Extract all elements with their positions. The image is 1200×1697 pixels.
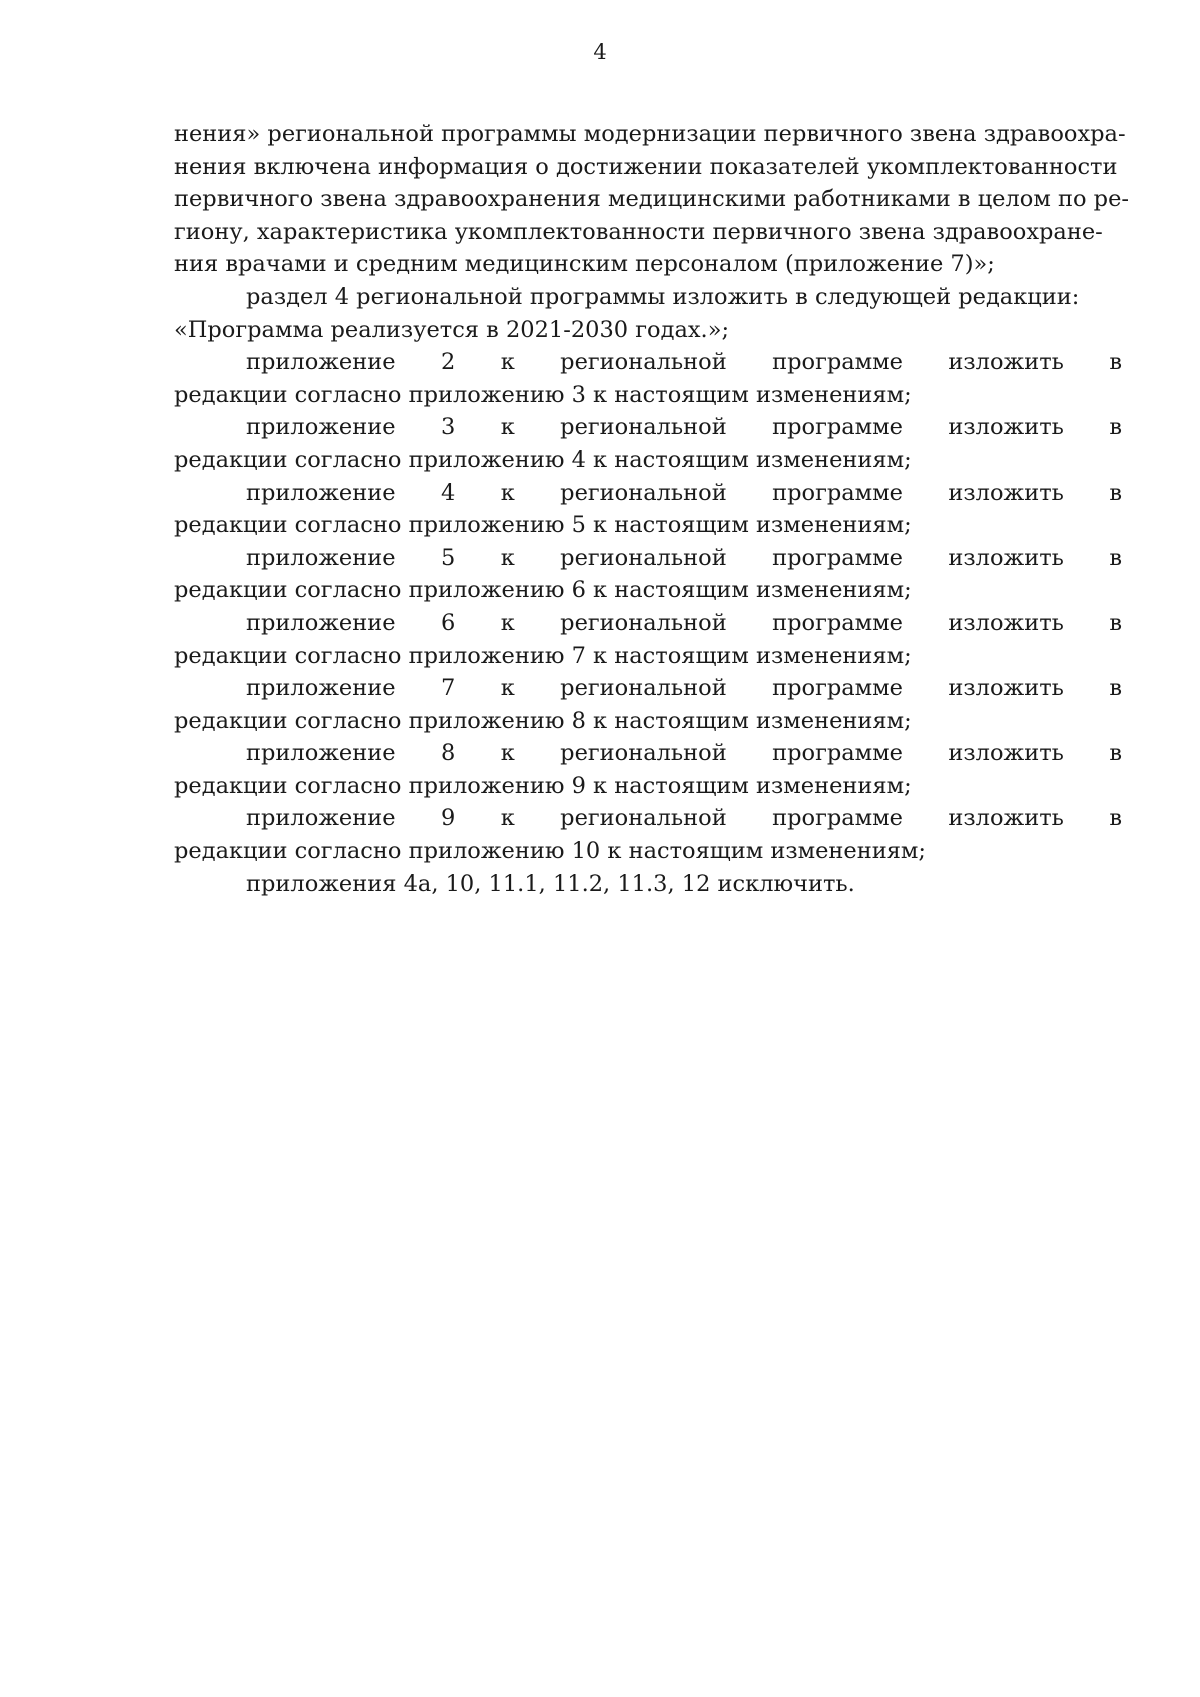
appendix-word: в <box>1109 479 1122 506</box>
intro-line-3: первичного звена здравоохранения медицинскими работниками в целом по ре- <box>174 186 1129 213</box>
appendix-item-continuation: редакции согласно приложению 9 к настоящим изменениям; <box>174 772 912 799</box>
appendix-item-continuation: редакции согласно приложению 5 к настоящим изменениям; <box>174 512 912 539</box>
page-number: 4 <box>593 40 607 64</box>
appendix-word: к <box>500 544 515 571</box>
appendix-item-first-line <box>174 607 1122 640</box>
appendix-word: приложение <box>246 414 396 441</box>
section4-line-2: «Программа реализуется в 2021-2030 годах.»; <box>174 316 730 343</box>
appendix-item-continuation: редакции согласно приложению 3 к настоящим изменениям; <box>174 381 912 408</box>
intro-paragraph <box>174 118 1129 281</box>
appendix-item <box>174 542 1122 607</box>
appendix-word: программе <box>772 544 903 571</box>
appendix-word: к <box>500 349 515 376</box>
appendix-word: к <box>500 740 515 767</box>
appendix-item <box>174 737 1122 802</box>
appendix-item-first-line <box>174 672 1122 705</box>
appendix-word: приложение <box>246 479 396 506</box>
appendix-word: в <box>1109 544 1122 571</box>
appendix-word: 2 <box>440 349 456 376</box>
appendix-item <box>174 477 1122 542</box>
appendix-word: региональной <box>560 675 727 702</box>
appendix-word: программе <box>772 479 903 506</box>
appendix-item <box>174 607 1122 672</box>
appendix-word: региональной <box>560 479 727 506</box>
appendix-word: приложение <box>246 349 396 376</box>
appendix-word: в <box>1109 349 1122 376</box>
appendix-word: приложение <box>246 609 396 636</box>
appendix-word: изложить <box>948 479 1064 506</box>
appendix-word: изложить <box>948 805 1064 832</box>
appendix-word: 8 <box>440 740 456 767</box>
intro-line-4: гиону, характеристика укомплектованности первичного звена здравоохране- <box>174 218 1103 245</box>
section4-paragraph <box>174 281 1122 346</box>
appendix-word: программе <box>772 675 903 702</box>
appendix-word: изложить <box>948 675 1064 702</box>
appendix-word: 4 <box>440 479 456 506</box>
section4-line-1: раздел 4 региональной программы изложить в следующей редакции: <box>246 283 1080 310</box>
appendix-word: в <box>1109 675 1122 702</box>
appendix-word: 6 <box>440 609 456 636</box>
appendix-word: изложить <box>948 544 1064 571</box>
appendix-word: региональной <box>560 349 727 376</box>
appendix-word: программе <box>772 609 903 636</box>
appendix-word: 5 <box>440 544 456 571</box>
appendix-word: к <box>500 609 515 636</box>
appendix-item-continuation: редакции согласно приложению 10 к настоящим изменениям; <box>174 838 927 865</box>
appendix-word: приложение <box>246 740 396 767</box>
appendix-item-first-line <box>174 542 1122 575</box>
intro-line-1-text: нения» региональной программы модернизации первичного звена здравоохра- <box>174 121 1126 147</box>
appendix-word: изложить <box>948 609 1064 636</box>
appendix-word: региональной <box>560 740 727 767</box>
appendix-item <box>174 411 1122 476</box>
appendix-word: 9 <box>440 805 456 832</box>
appendix-item-continuation: редакции согласно приложению 6 к настоящим изменениям; <box>174 577 912 604</box>
appendix-word: в <box>1109 609 1122 636</box>
appendix-word: программе <box>772 414 903 441</box>
appendix-item <box>174 802 1122 867</box>
appendix-word: изложить <box>948 349 1064 376</box>
appendix-word: программе <box>772 349 903 376</box>
appendix-item-first-line <box>174 346 1122 379</box>
appendix-item-first-line <box>174 737 1122 770</box>
appendix-word: региональной <box>560 544 727 571</box>
appendix-word: 3 <box>440 414 456 441</box>
intro-line-5: ния врачами и средним медицинским персоналом (приложение 7)»; <box>174 251 995 278</box>
appendix-word: к <box>500 479 515 506</box>
appendix-item <box>174 346 1122 411</box>
appendix-word: приложение <box>246 675 396 702</box>
appendix-word: региональной <box>560 609 727 636</box>
closing-paragraph: приложения 4а, 10, 11.1, 11.2, 11.3, 12 исключить. <box>246 870 855 897</box>
appendix-list <box>174 346 1122 868</box>
appendix-word: в <box>1109 414 1122 441</box>
appendix-word: программе <box>772 805 903 832</box>
appendix-word: в <box>1109 805 1122 832</box>
appendix-word: к <box>500 805 515 832</box>
intro-line-2: нения включена информация о достижении показателей укомплектованности <box>174 153 1118 180</box>
appendix-word: к <box>500 675 515 702</box>
appendix-word: региональной <box>560 805 727 832</box>
intro-line-1 <box>174 118 1126 151</box>
appendix-item-first-line <box>174 477 1122 510</box>
appendix-item-first-line <box>174 411 1122 444</box>
appendix-word: приложение <box>246 544 396 571</box>
appendix-word: приложение <box>246 805 396 832</box>
appendix-word: изложить <box>948 740 1064 767</box>
appendix-word: программе <box>772 740 903 767</box>
appendix-item-first-line <box>174 802 1122 835</box>
appendix-word: 7 <box>440 675 456 702</box>
appendix-item-continuation: редакции согласно приложению 8 к настоящим изменениям; <box>174 707 912 734</box>
appendix-item-continuation: редакции согласно приложению 4 к настоящим изменениям; <box>174 446 912 473</box>
appendix-word: к <box>500 414 515 441</box>
appendix-item-continuation: редакции согласно приложению 7 к настоящим изменениям; <box>174 642 912 669</box>
document-body <box>174 118 1129 900</box>
appendix-word: изложить <box>948 414 1064 441</box>
appendix-word: в <box>1109 740 1122 767</box>
appendix-item <box>174 672 1122 737</box>
appendix-word: региональной <box>560 414 727 441</box>
